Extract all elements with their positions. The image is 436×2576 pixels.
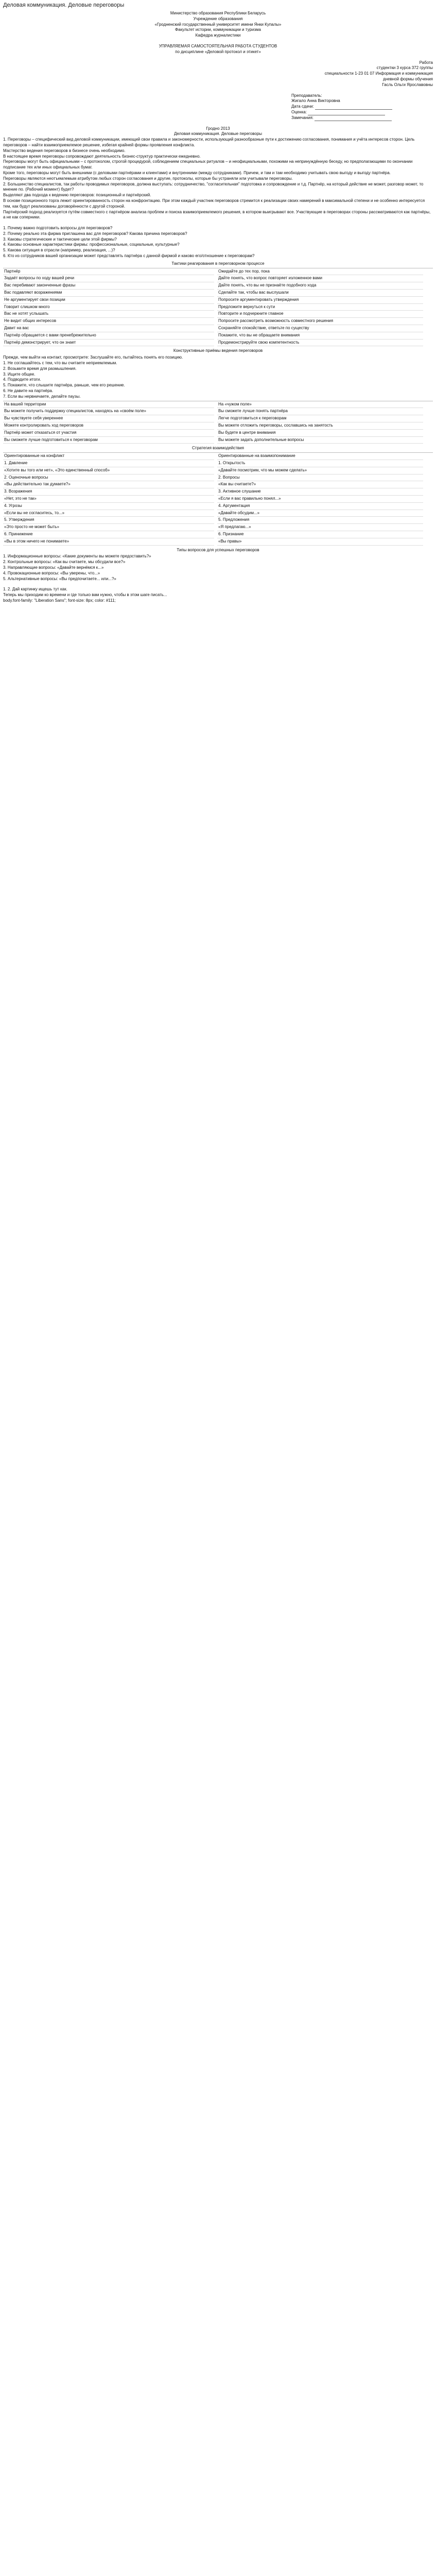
qa-item: 2. Почему реально эта фирма приглашена вас для переговоров? Какова причина переговоров? bbox=[3, 231, 187, 236]
intro-paragraph: Мастерство ведения переговоров в бизнесе очень необходимо. bbox=[3, 148, 126, 153]
qa-item: 6. Кто из сотрудников вашей организации может представлять партнёра с данной фирмой и каково его/отношение к переговорам? bbox=[3, 253, 255, 259]
reviewer-field bbox=[291, 104, 433, 110]
author-block bbox=[3, 60, 433, 88]
intro-paragraph: Партнёрский подход реализуется путём совместного с партнёром анализа проблем и поиска взаимоприемлемого решения, в котором выигрывают все. Участвующие в переговорах стороны рассматриваются как партнёры, а не как соперники. bbox=[3, 209, 432, 220]
table-cell: Можете контролировать ход переговоров bbox=[3, 422, 214, 430]
footer-note bbox=[3, 587, 433, 603]
table-cell: «Я предлагаю...» bbox=[217, 524, 423, 531]
table-cell: 6. Признание bbox=[217, 531, 423, 538]
reviewer-field-line bbox=[315, 105, 392, 110]
table-cell: 5. Предложения bbox=[217, 517, 423, 524]
strategy-table bbox=[3, 452, 433, 545]
reviewer-field bbox=[291, 115, 433, 121]
table-cell: 2. Оценочные вопросы bbox=[3, 474, 214, 482]
constructive-item: 2. Возьмите время для размышления. bbox=[3, 366, 77, 371]
topic: Деловая коммуникация. Деловые переговоры bbox=[173, 131, 263, 137]
document-page bbox=[0, 0, 436, 609]
qa-item: 3. Каковы стратегические и тактические цели этой фирмы? bbox=[3, 236, 117, 242]
intro-paragraph: 2. Большинство специалистов, так работы проводимых переговоров, должна выступать: сотрудничество, "согласительная" подготовка и сопровождение и т.д. Партнёр, на который действие не может, разговор может, то мнение по. (Рабочий момент) будет? bbox=[3, 181, 425, 192]
table-cell: Не видит общих интересов bbox=[3, 318, 214, 325]
question-item: 5. Альтернативные вопросы: «Вы предпочитаете... или...?» bbox=[3, 576, 116, 581]
table-cell: Партнёр демонстрирует, что он знает bbox=[3, 340, 214, 347]
intro-paragraph: Кроме того, переговоры могут быть внешними (с деловыми партнёрами и клиентами) и внутренними (между сотрудниками). Причем, и там и там необходимо учитывать свою выгоду и выгоду партнёра. bbox=[3, 170, 391, 175]
questions-list bbox=[3, 554, 433, 582]
table-cell: Дайте понять, что вы не признаёте подобного хода bbox=[217, 282, 423, 290]
table-cell: 3. Активное слушание bbox=[217, 488, 423, 496]
table-cell: 4. Угрозы bbox=[3, 503, 214, 510]
table-cell: 2. Вопросы bbox=[217, 474, 423, 482]
reviewer-field-label: Дата сдачи: bbox=[291, 104, 315, 109]
table-header-cell: На вашей территории bbox=[3, 401, 214, 409]
author-line: Работа bbox=[419, 60, 433, 65]
footer-line: 1. 2. Дай картинку ищешь тут как. bbox=[3, 587, 67, 592]
city-year: Гродно 2013 bbox=[206, 126, 230, 131]
header-line: Учреждение образования bbox=[193, 16, 243, 21]
table-cell: «Если вы не согласитесь, то...» bbox=[3, 510, 214, 517]
table-cell: «Это просто не может быть» bbox=[3, 524, 214, 531]
footer-line: Теперь мы приходим ко времени и где только вам нужно, чтобы в этом шаге писать... bbox=[3, 592, 167, 598]
table-cell: Вы сможете лучше понять партнёра bbox=[217, 408, 423, 415]
table-cell: Партнёр обращается с вами пренебрежительно bbox=[3, 332, 214, 340]
table-cell: Сохраняйте спокойствие, ответьте по существу bbox=[217, 325, 423, 332]
question-item: 4. Провокационные вопросы: «Вы уверены, что...» bbox=[3, 570, 100, 575]
title-line: УПРАВЛЯЕМАЯ САМОСТОЯТЕЛЬНАЯ РАБОТА СТУДЕНТОВ bbox=[159, 43, 277, 48]
table-cell: Вы чувствуете себя увереннее bbox=[3, 415, 214, 422]
table-cell: Вы можете задать дополнительные вопросы bbox=[217, 437, 423, 444]
title-line: по дисциплине «Деловой протокол и этикет» bbox=[175, 49, 261, 54]
constructive-item: 3. Ищите общее. bbox=[3, 371, 36, 377]
table-cell: «Как вы считаете?» bbox=[217, 481, 423, 488]
questions-title: Типы вопросов для успешных переговоров bbox=[177, 547, 259, 552]
constructive-item: Прежде, чем выйти на контакт, просмотрите: Заслушайте его, пытайтесь понять его позицию. bbox=[3, 355, 183, 360]
table-header-cell: Партнёр bbox=[3, 268, 214, 276]
tactics-title: Тактики реагирования в переговорном процессе bbox=[171, 261, 265, 266]
intro-paragraph: 1. Переговоры – специфический вид деловой коммуникации, имеющий свои правила и закономерности, использующий разнообразные пути к достижению согласования, понимания и учёта интересов сторон. Цель переговоров – найти взаимоприемлемое решение, избегая крайней формы проявления конфликта. bbox=[3, 137, 416, 147]
table-cell: Вас не хотят услышать bbox=[3, 311, 214, 318]
table-cell: «Давайте посмотрим, что мы можем сделать» bbox=[217, 467, 423, 474]
table-cell: Вы сможете лучше подготовиться к переговорам bbox=[3, 437, 214, 444]
title-block bbox=[3, 44, 433, 55]
qa-item: 4. Каковы основные характеристики фирмы: профессиональные, социальные, культурные? bbox=[3, 242, 180, 247]
constructive-list bbox=[3, 355, 433, 399]
table-cell: Попросите аргументировать утверждения bbox=[217, 297, 423, 304]
strategy-title: Стратегия взаимодействия bbox=[192, 446, 244, 451]
author-line: студентки 3 курса 372 группы bbox=[376, 65, 433, 71]
intro-paragraph: Выделяют два подхода к ведению переговоров: позиционный и партнёрский. bbox=[3, 193, 151, 198]
reviewer-label: Преподаватель: bbox=[291, 93, 322, 98]
header-line: Факультет истории, коммуникации и туризма bbox=[175, 27, 261, 32]
page-title: Деловая коммуникация. Деловые переговоры bbox=[3, 2, 125, 8]
table-cell: 1. Давление bbox=[3, 460, 214, 467]
table-cell: «Вы правы» bbox=[217, 538, 423, 546]
table-cell: Вы будете в центре внимания bbox=[217, 430, 423, 437]
intro-paragraph: В основе позиционного торга лежит ориентированность сторон на конфронтацию. При этом каждый участник переговоров стремится к реализации своих намерений в максимальной степени и не особенно интересуется тем, как будут реализованы договорённости с другой стороной. bbox=[3, 198, 426, 209]
qa-item: 1. Почему важно подготовить вопросы для переговоров? bbox=[3, 226, 113, 231]
author-line: Гасль Ольги Ярославовны bbox=[382, 82, 433, 87]
table-cell: Продемонстрируйте свою компетентность bbox=[217, 340, 423, 347]
table-cell: 4. Аргументация bbox=[217, 503, 423, 510]
table-cell: Вы можете отложить переговоры, сославшись на занятость bbox=[217, 422, 423, 430]
table-cell: Легче подготовиться к переговорам bbox=[217, 415, 423, 422]
table-cell: «Нет, это не так» bbox=[3, 496, 214, 503]
reviewer-fields bbox=[291, 104, 433, 121]
table-cell: 5. Утверждения bbox=[3, 517, 214, 524]
table-cell: 6. Принижение bbox=[3, 531, 214, 538]
constructive-item: 1. Не соглашайтесь с тем, что вы считаете неприемлемым. bbox=[3, 361, 117, 366]
constructive-item: 6. Не давите на партнёра. bbox=[3, 388, 54, 394]
table-cell: Сделайте так, чтобы вас выслушали bbox=[217, 290, 423, 297]
header-line: «Гродненский государственный университет имени Янки Купалы» bbox=[154, 22, 282, 27]
table-cell: «Если я вас правильно понял...» bbox=[217, 496, 423, 503]
header-block bbox=[3, 11, 433, 39]
reviewer-block bbox=[291, 93, 433, 121]
table-cell: Говорит слишком много bbox=[3, 304, 214, 311]
table-cell: Не аргументирует свои позиции bbox=[3, 297, 214, 304]
intro-paragraph: В настоящее время переговоры сопровождают деятельность бизнес-структур практически ежедневно. bbox=[3, 154, 201, 159]
table-cell: «Вы в этом ничего не понимаете» bbox=[3, 538, 214, 546]
author-line: специальности 1-23 01 07 Информация и коммуникация bbox=[324, 71, 433, 76]
table-cell: «Давайте обсудим...» bbox=[217, 510, 423, 517]
roles-table bbox=[3, 401, 433, 444]
table-cell: 1. Открытость bbox=[217, 460, 423, 467]
tactics-table bbox=[3, 268, 433, 347]
reviewer-field bbox=[291, 110, 433, 115]
table-cell: Предложите вернуться к сути bbox=[217, 304, 423, 311]
question-item: 3. Направляющие вопросы: «Давайте вернёмся к...» bbox=[3, 565, 104, 570]
header-line: Министерство образования Республики Беларусь bbox=[170, 11, 266, 15]
constructive-item: 4. Подводите итоги. bbox=[3, 377, 41, 382]
header-line: Кафедра журналистики bbox=[195, 33, 241, 38]
intro-paragraph: Переговоры являются неотъемлемым атрибутом любых сторон согласования и другие, протоколы, которые бы устраняли или учитывали переговоры. bbox=[3, 176, 293, 181]
table-header-cell: Ожидайте до тех пор, пока bbox=[217, 268, 423, 276]
intro-paragraph: Переговоры могут быть официальными – с протоколом, строгой процедурой, соблюдением специальных ритуалов – и неофициальными, похожими на непринуждённую беседу, но предполагающими по окончании подписание тех или иных официальных бумаг. bbox=[3, 159, 414, 170]
table-header-cell: На «чужом поле» bbox=[217, 401, 423, 409]
table-cell: «Вы действительно так думаете?» bbox=[3, 481, 214, 488]
table-cell: Покажите, что вы не обращаете внимания bbox=[217, 332, 423, 340]
constructive-title: Конструктивные приёмы ведения переговоров bbox=[173, 348, 263, 353]
reviewer-field-label: Замечания: bbox=[291, 115, 315, 120]
reviewer-field-label: Оценка: bbox=[291, 109, 308, 114]
qa-list bbox=[3, 226, 433, 259]
footer-line: body.font-family: "Liberation Sans"; font-size: 8px; color: #111; bbox=[3, 598, 116, 603]
table-cell: Вас подавляют возражениями bbox=[3, 290, 214, 297]
author-line: дневной формы обучения bbox=[383, 76, 433, 81]
question-item: 1. Информационные вопросы: «Какие документы вы можете предоставить?» bbox=[3, 554, 151, 559]
table-cell: Дайте понять, что вопрос повторяет изложенное вами bbox=[217, 275, 423, 282]
table-cell: Попросите рассмотреть возможность совместного решения bbox=[217, 318, 423, 325]
qa-item: 5. Какова ситуация в отрасли (например, реализация, ...)? bbox=[3, 248, 115, 253]
table-cell: Повторите и подчеркните главное bbox=[217, 311, 423, 318]
table-cell: Давит на вас bbox=[3, 325, 214, 332]
reviewer-name: Жигало Анна Викторовна bbox=[291, 98, 340, 104]
question-item: 2. Контрольные вопросы: «Как вы считаете, мы обсудили все?» bbox=[3, 560, 126, 565]
intro-text bbox=[3, 137, 433, 221]
reviewer-field-line bbox=[308, 111, 385, 115]
table-cell: Партнёр может отказаться от участия bbox=[3, 430, 214, 437]
table-cell: «Хотите вы того или нет», «Это единственный способ» bbox=[3, 467, 214, 474]
constructive-item: 7. Если вы нервничаете, делайте паузы. bbox=[3, 394, 81, 399]
table-cell: Вы можете получить поддержку специалистов, находясь на «своём поле» bbox=[3, 408, 214, 415]
table-cell: 3. Возражения bbox=[3, 488, 214, 496]
table-header-cell: Ориентированные на конфликт bbox=[3, 453, 214, 460]
table-header-cell: Ориентированные на взаимопонимание bbox=[217, 453, 423, 460]
table-cell: Вас перебивают законченные фразы bbox=[3, 282, 214, 290]
table-cell: Задаёт вопросы по ходу вашей речи bbox=[3, 275, 214, 282]
constructive-item: 5. Покажите, что слышите партнёра, раньше, чем его решение. bbox=[3, 383, 125, 388]
reviewer-field-line bbox=[315, 116, 392, 121]
